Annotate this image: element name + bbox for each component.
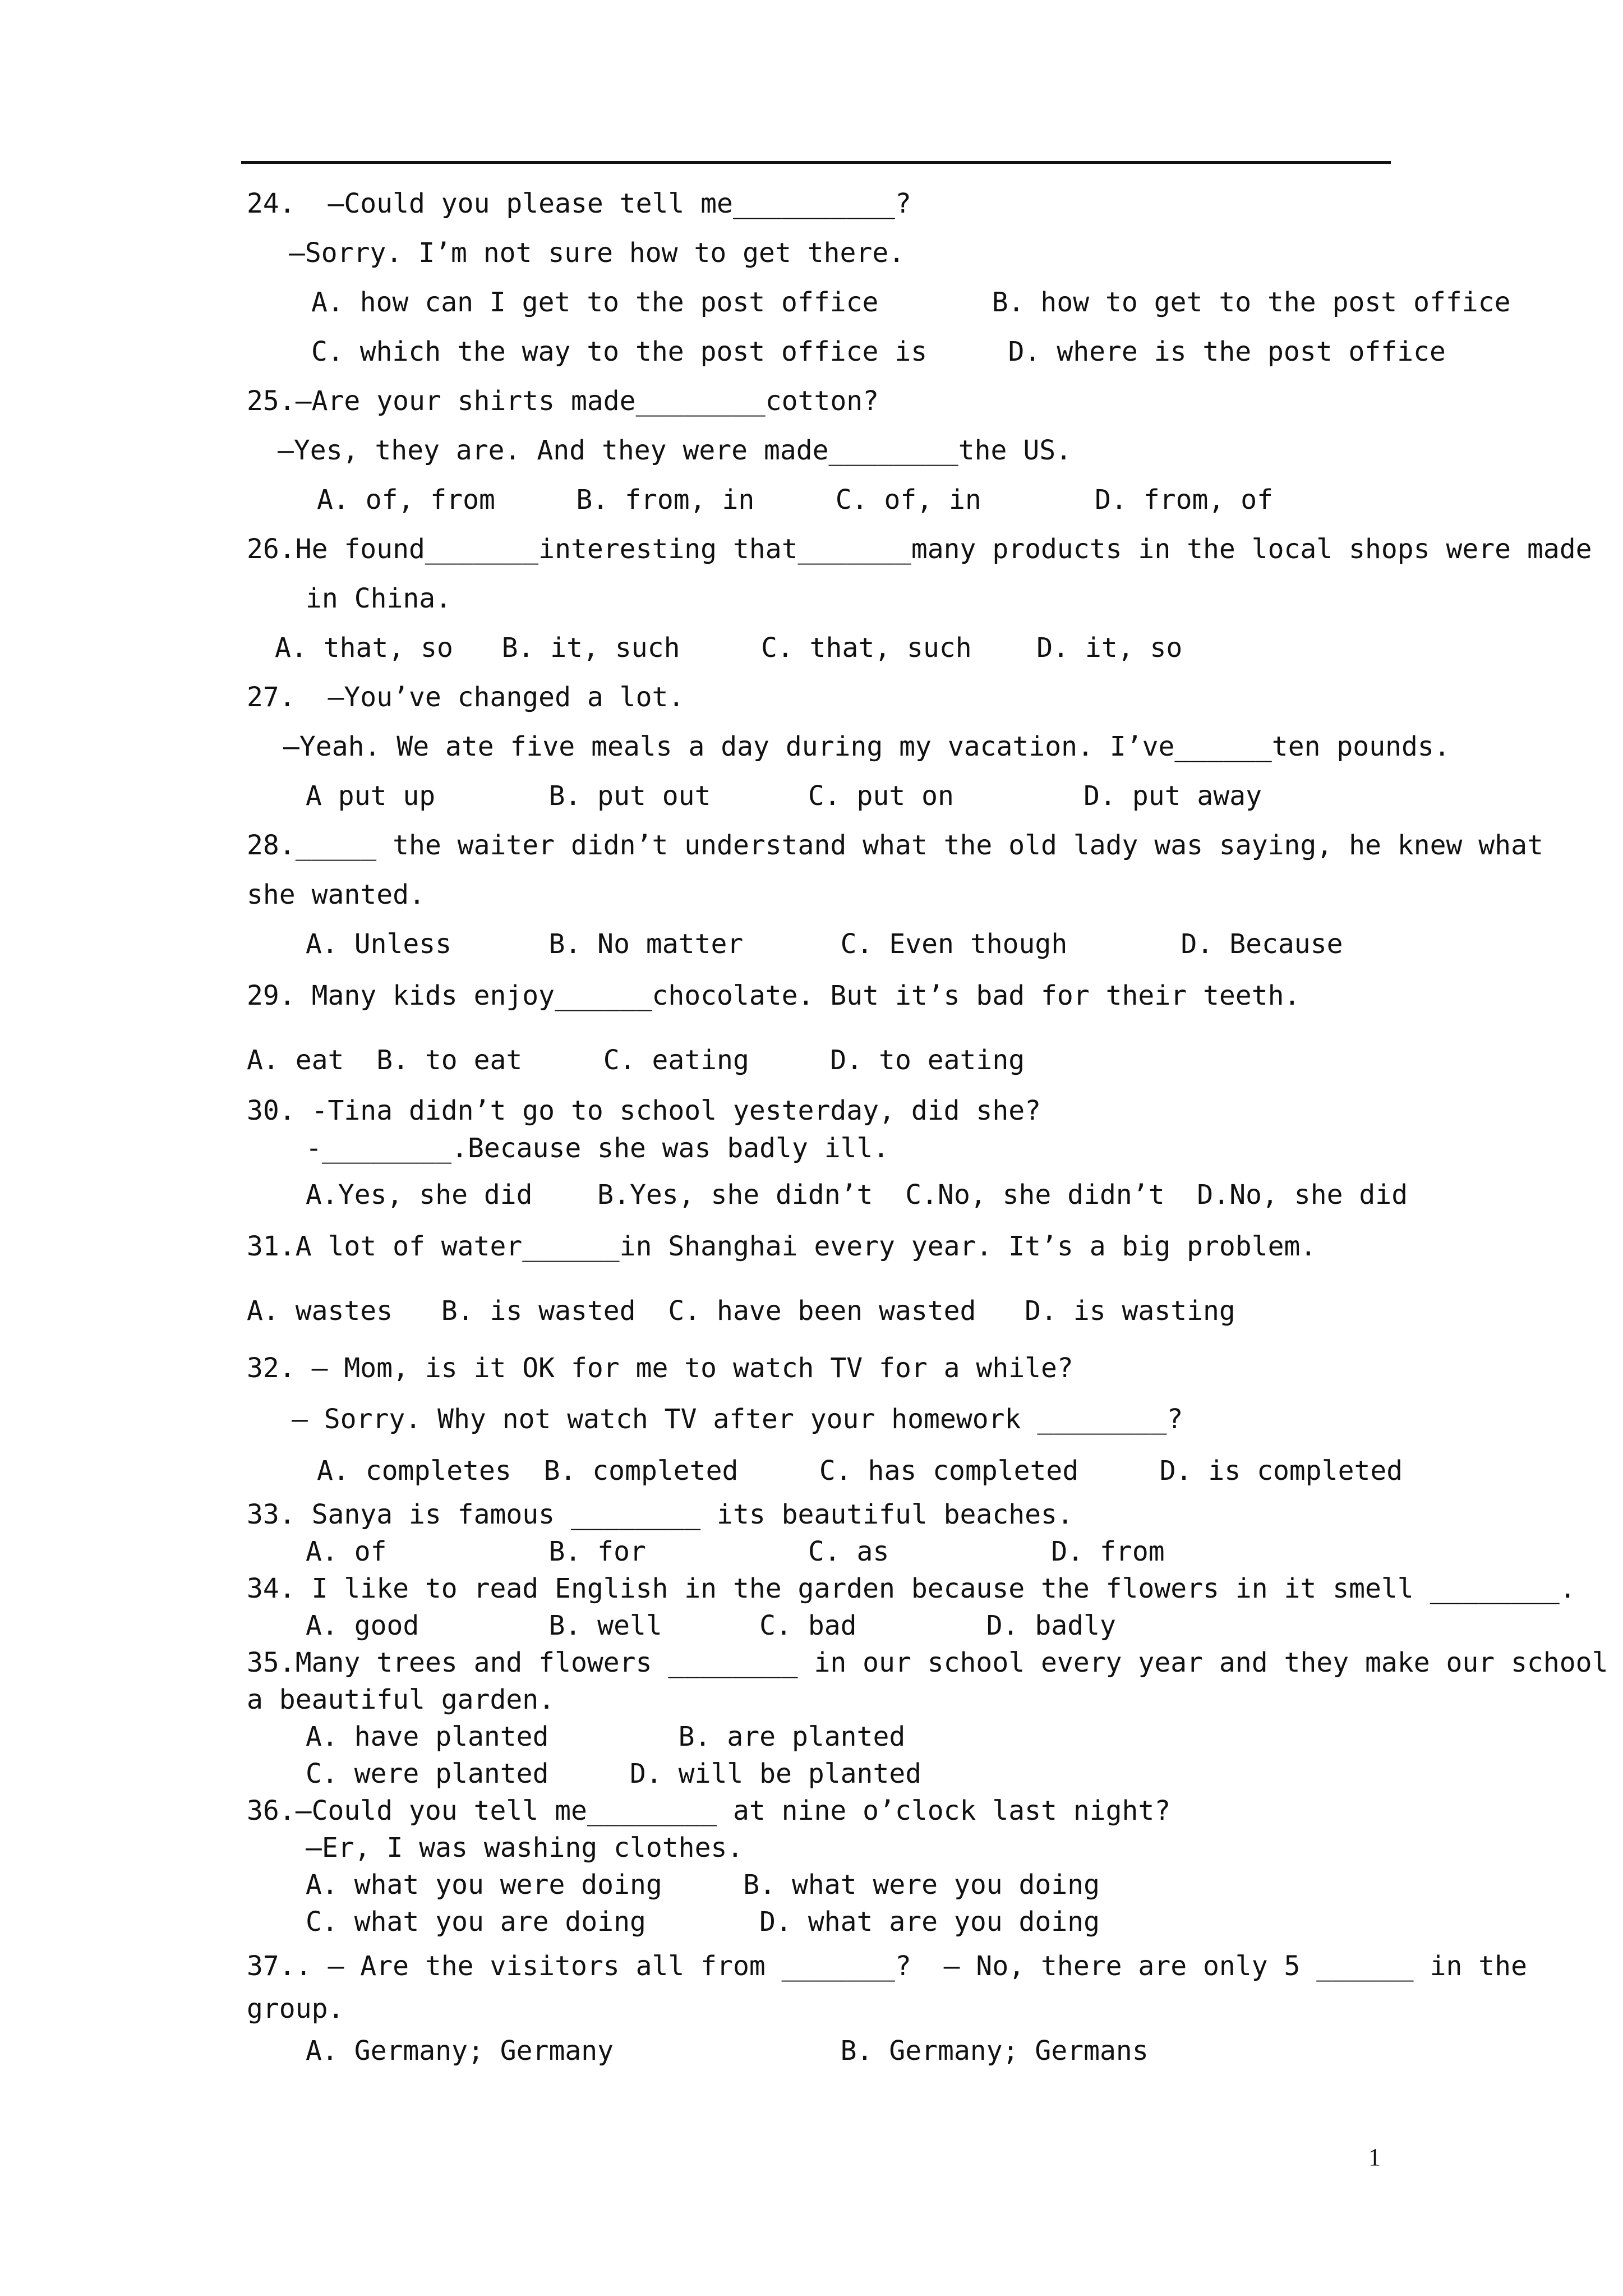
- text-line: A.Yes, she did B.Yes, she didn’t C.No, she didn’t D.No, she did: [306, 1179, 1408, 1211]
- text-line: —Er, I was washing clothes.: [306, 1832, 744, 1864]
- text-line: A. eat B. to eat C. eating D. to eating: [247, 1045, 1025, 1076]
- text-line: A. Germany; Germany B. Germany; Germans: [306, 2035, 1149, 2067]
- text-line: 27. —You’ve changed a lot.: [247, 682, 685, 713]
- text-line: in China.: [306, 583, 452, 614]
- text-line: -________.Because she was badly ill.: [306, 1133, 889, 1164]
- text-line: 35.Many trees and flowers ________ in our school every year and they make our school: [247, 1647, 1608, 1678]
- header-rule: [241, 161, 1391, 164]
- text-line: she wanted.: [247, 879, 425, 910]
- text-line: C. were planted D. will be planted: [306, 1758, 922, 1789]
- text-line: C. what you are doing D. what are you doing: [306, 1906, 1100, 1938]
- text-line: group.: [247, 1993, 344, 2024]
- text-line: 34. I like to read English in the garden because the flowers in it smell ________.: [247, 1573, 1576, 1604]
- text-line: a beautiful garden.: [247, 1684, 555, 1715]
- text-line: A. good B. well C. bad D. badly: [306, 1610, 1116, 1641]
- page-number: 1: [1368, 2143, 1381, 2171]
- text-line: 31.A lot of water______in Shanghai every year. It’s a big problem.: [247, 1231, 1317, 1262]
- text-line: 36.—Could you tell me________ at nine o’clock last night?: [247, 1795, 1171, 1826]
- text-line: —Yes, they are. And they were made________the US.: [278, 435, 1072, 466]
- text-line: 24. —Could you please tell me__________?: [247, 188, 911, 219]
- text-line: A. wastes B. is wasted C. have been wasted D. is wasting: [247, 1295, 1235, 1327]
- text-line: A. how can I get to the post office B. how to get to the post office: [311, 287, 1511, 318]
- text-line: A. of, from B. from, in C. of, in D. from, of: [317, 484, 1274, 516]
- text-line: A. have planted B. are planted: [306, 1721, 906, 1752]
- text-line: A. what you were doing B. what were you doing: [306, 1869, 1100, 1901]
- text-line: A. completes B. completed C. has completed D. is completed: [317, 1455, 1403, 1487]
- text-line: —Sorry. I’m not sure how to get there.: [289, 237, 905, 269]
- text-line: 29. Many kids enjoy______chocolate. But it’s bad for their teeth.: [247, 980, 1301, 1011]
- text-line: 28._____ the waiter didn’t understand what the old lady was saying, he knew what: [247, 830, 1543, 861]
- text-line: 32. — Mom, is it OK for me to watch TV for a while?: [247, 1352, 1073, 1384]
- text-line: 37.. — Are the visitors all from _______? — No, there are only 5 ______ in the: [247, 1950, 1527, 1982]
- text-line: C. which the way to the post office is D. where is the post office: [311, 336, 1446, 367]
- text-line: — Sorry. Why not watch TV after your homework ________?: [292, 1404, 1183, 1435]
- text-line: –Yeah. We ate five meals a day during my vacation. I’ve______ten pounds.: [283, 731, 1450, 762]
- text-line: 25.—Are your shirts made________cotton?: [247, 385, 879, 417]
- text-line: 33. Sanya is famous ________ its beautiful beaches.: [247, 1499, 1073, 1530]
- text-line: 30. -Tina didn’t go to school yesterday, did she?: [247, 1095, 1041, 1126]
- text-line: A. that, so B. it, such C. that, such D. it, so: [275, 632, 1183, 664]
- text-line: A. Unless B. No matter C. Even though D. Because: [306, 928, 1343, 960]
- text-line: A. of B. for C. as D. from: [306, 1536, 1165, 1567]
- text-line: A put up B. put out C. put on D. put away: [306, 780, 1262, 812]
- text-line: 26.He found_______interesting that_______many products in the local shops were made: [247, 533, 1592, 565]
